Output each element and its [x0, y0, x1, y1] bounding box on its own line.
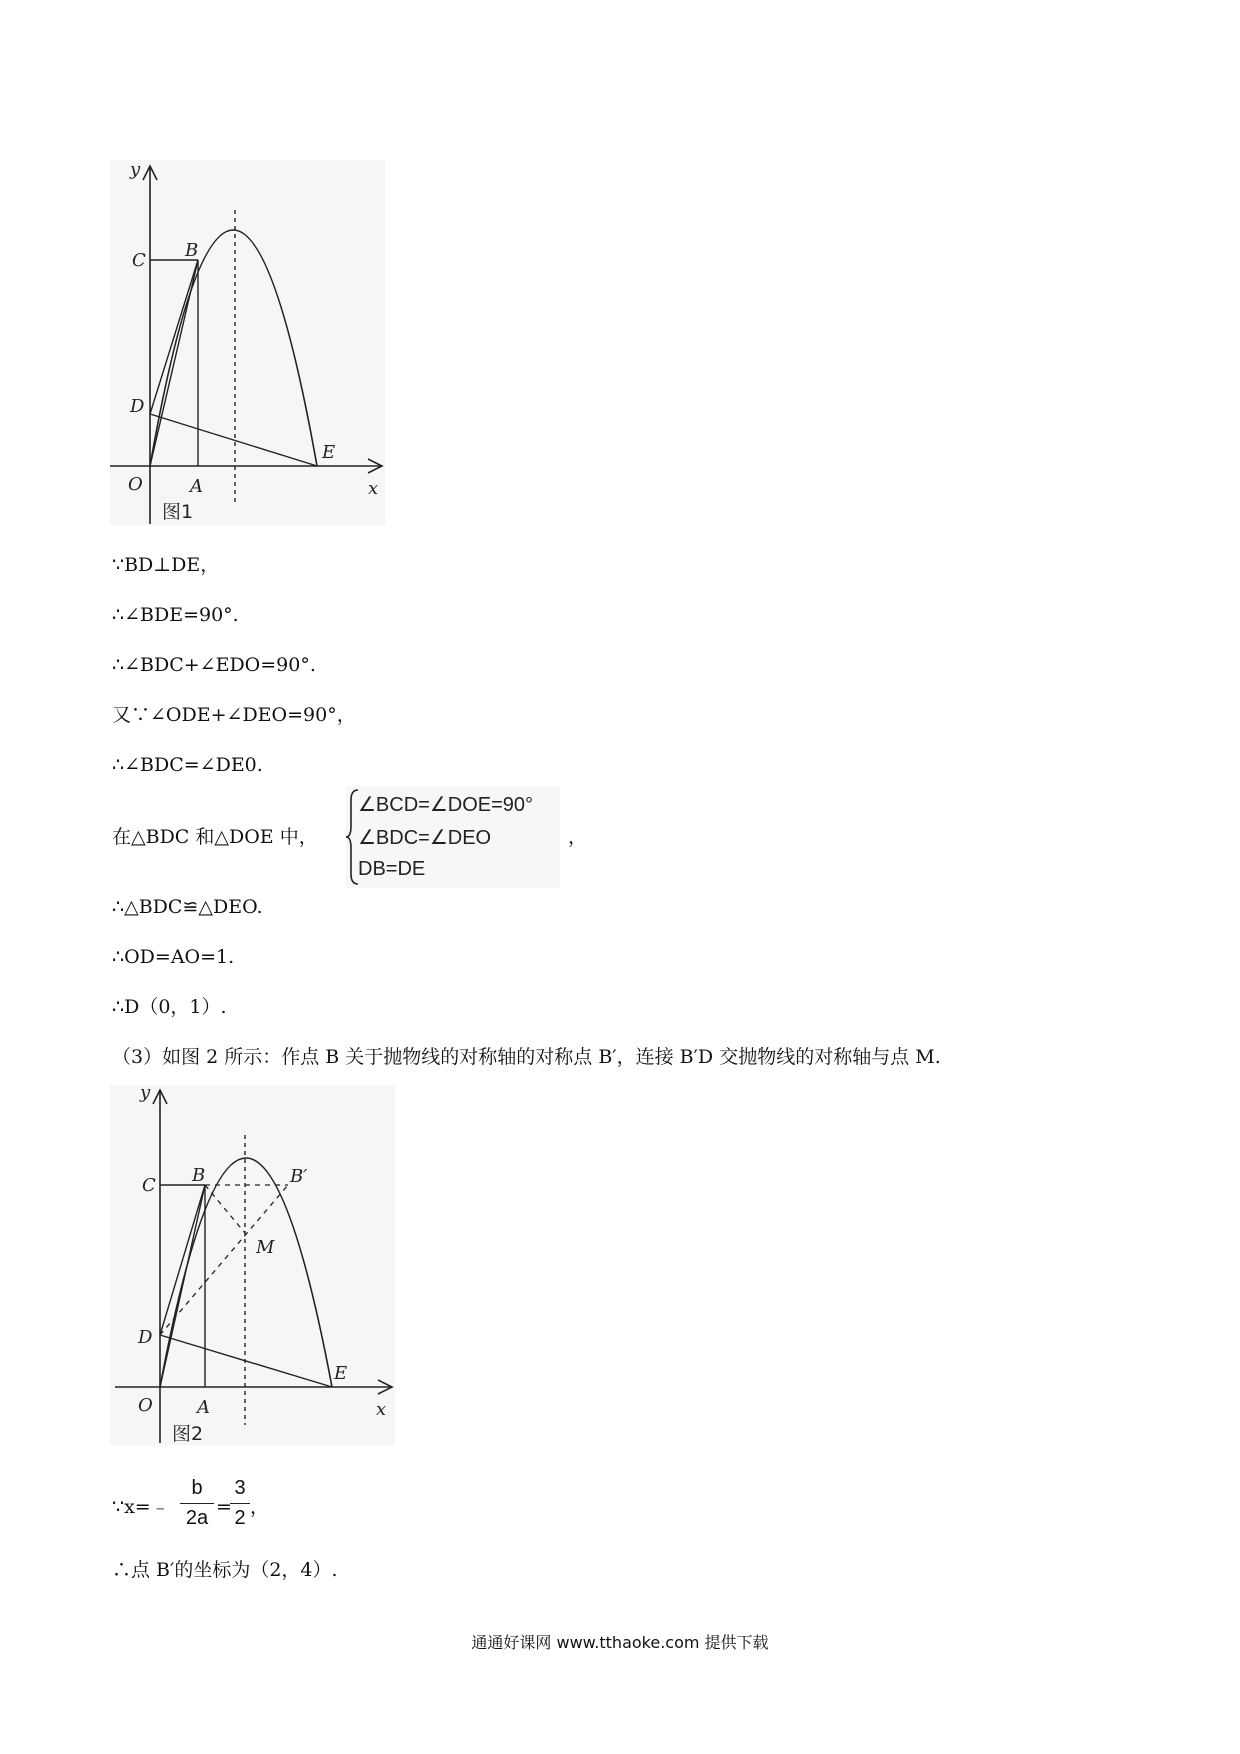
- proof-line-2: ∴∠BDE=90°.: [112, 604, 239, 626]
- figure-1: [110, 160, 385, 525]
- fraction-b-over-2a: [180, 1475, 214, 1535]
- label-x: x: [376, 1399, 387, 1420]
- proof-line-9: ∴D（0，1）.: [112, 996, 227, 1018]
- line-11-equals: =: [216, 1496, 232, 1518]
- proof-line-4: 又∵∠ODE+∠DEO=90°，: [112, 704, 356, 726]
- label-y: y: [140, 1085, 151, 1103]
- condition-1: ∠BCD=∠DOE=90°: [358, 794, 534, 816]
- frac1-denominator: 2a: [185, 1507, 209, 1529]
- proof-line-12: ∴点 B′的坐标为（2，4）.: [112, 1559, 338, 1581]
- proof-line-6-suffix: ，: [568, 826, 588, 848]
- label-C: C: [142, 1175, 156, 1196]
- frac2-denominator: 2: [234, 1507, 246, 1529]
- label-E: E: [334, 1363, 348, 1384]
- label-y: y: [130, 160, 141, 180]
- label-E: E: [322, 442, 336, 463]
- proof-line-11: [112, 1475, 412, 1539]
- figure-1-caption: 图1: [162, 501, 194, 523]
- label-M: M: [256, 1237, 275, 1258]
- frac2-numerator: 3: [234, 1477, 246, 1499]
- label-B: B: [185, 240, 199, 261]
- line-11-suffix: ，: [250, 1496, 270, 1518]
- proof-line-5: ∴∠BDC=∠DE0.: [112, 754, 263, 776]
- proof-line-10: （3）如图 2 所示：作点 B 关于抛物线的对称轴的对称点 B′，连接 B′D 交抛物线的对称轴与点 M.: [112, 1046, 941, 1068]
- proof-line-1: ∵BD⊥DE，: [112, 554, 220, 576]
- proof-line-6-prefix: 在△BDC 和△DOE 中，: [112, 826, 318, 848]
- label-A: A: [190, 476, 203, 497]
- label-x: x: [368, 478, 379, 499]
- label-D: D: [130, 396, 145, 417]
- label-O: O: [128, 474, 143, 495]
- figure-2-caption: 图2: [172, 1423, 204, 1445]
- line-11-prefix: ∵x=﹣: [112, 1496, 170, 1518]
- label-Bprime: B′: [290, 1166, 308, 1187]
- conditions-system: [346, 786, 560, 888]
- figure-2: [110, 1085, 395, 1445]
- condition-3: DB=DE: [358, 858, 426, 880]
- proof-line-7: ∴△BDC≌△DEO.: [112, 896, 263, 918]
- condition-2: ∠BDC=∠DEO: [358, 827, 492, 849]
- proof-line-8: ∴OD=AO=1.: [112, 946, 235, 968]
- label-B: B: [192, 1165, 206, 1186]
- label-C: C: [132, 250, 146, 271]
- fraction-3-over-2: [230, 1475, 250, 1535]
- label-O: O: [138, 1395, 153, 1416]
- page-footer: 通通好课网 www.tthaoke.com 提供下载: [471, 1633, 769, 1652]
- frac1-numerator: b: [191, 1477, 203, 1499]
- proof-line-3: ∴∠BDC+∠EDO=90°.: [112, 654, 316, 676]
- label-D: D: [138, 1327, 153, 1348]
- label-A: A: [197, 1397, 210, 1418]
